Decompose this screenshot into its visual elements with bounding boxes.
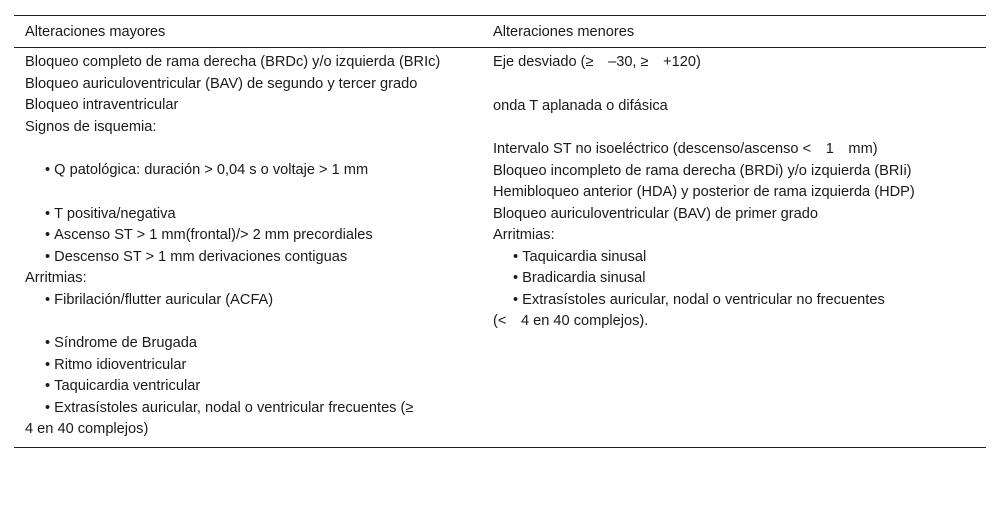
minor-onda-t: onda T aplanada o difásica bbox=[493, 97, 668, 114]
header-major: Alteraciones mayores bbox=[25, 23, 166, 40]
minor-arritmia-item: • Bradicardia sinusal bbox=[493, 268, 986, 290]
header-minor: Alteraciones menores bbox=[493, 23, 635, 40]
table-header bbox=[14, 16, 986, 48]
major-column bbox=[14, 52, 482, 441]
arritmia-item: • Síndrome de Brugada bbox=[25, 333, 482, 355]
major-brd: Bloqueo completo de rama derecha (BRDc) y/o izquierda (BRIc) bbox=[25, 54, 441, 70]
isquemia-item: • T positiva/negativa bbox=[25, 204, 482, 226]
major-arritmias-title: Arritmias: bbox=[25, 270, 87, 286]
minor-column bbox=[482, 52, 986, 441]
major-intraventricular: Bloqueo intraventricular bbox=[25, 97, 179, 113]
table-body bbox=[14, 48, 986, 447]
minor-arritmias-title: Arritmias: bbox=[493, 227, 555, 243]
isquemia-item: • Descenso ST > 1 mm derivaciones contiguas bbox=[25, 247, 482, 269]
arritmia-item: • Ritmo idioventricular bbox=[25, 355, 482, 377]
arritmia-item-continuation: 4 en 40 complejos) bbox=[25, 421, 149, 437]
minor-hda: Hemibloqueo anterior (HDA) y posterior de rama izquierda (HDP) bbox=[493, 184, 915, 200]
minor-brdi: Bloqueo incompleto de rama derecha (BRDi) y/o izquierda (BRIi) bbox=[493, 162, 912, 179]
arritmia-item: • Fibrilación/flutter auricular (ACFA) bbox=[25, 290, 482, 312]
minor-eje: Eje desviado (≥ –30, ≥ +120) bbox=[493, 54, 701, 70]
minor-arritmia-item: • Extrasístoles auricular, nodal o ventricular no frecuentes bbox=[493, 290, 986, 312]
arritmia-item: • Taquicardia ventricular bbox=[25, 376, 482, 398]
isquemia-item: • Ascenso ST > 1 mm(frontal)/> 2 mm precordiales bbox=[25, 225, 482, 247]
major-bav: Bloqueo auriculoventricular (BAV) de segundo y tercer grado bbox=[25, 75, 418, 92]
minor-st: Intervalo ST no isoeléctrico (descenso/ascenso < 1 mm) bbox=[493, 141, 878, 157]
minor-arritmia-continuation: (< 4 en 40 complejos). bbox=[493, 313, 649, 329]
minor-arritmia-item: • Taquicardia sinusal bbox=[493, 247, 986, 269]
criteria-table bbox=[14, 15, 986, 448]
minor-bav1: Bloqueo auriculoventricular (BAV) de primer grado bbox=[493, 205, 819, 222]
isquemia-item: • Q patológica: duración > 0,04 s o voltaje > 1 mm bbox=[25, 160, 482, 182]
major-isquemia-title: Signos de isquemia: bbox=[25, 118, 157, 135]
arritmia-item: • Extrasístoles auricular, nodal o ventricular frecuentes (≥ bbox=[25, 398, 482, 420]
